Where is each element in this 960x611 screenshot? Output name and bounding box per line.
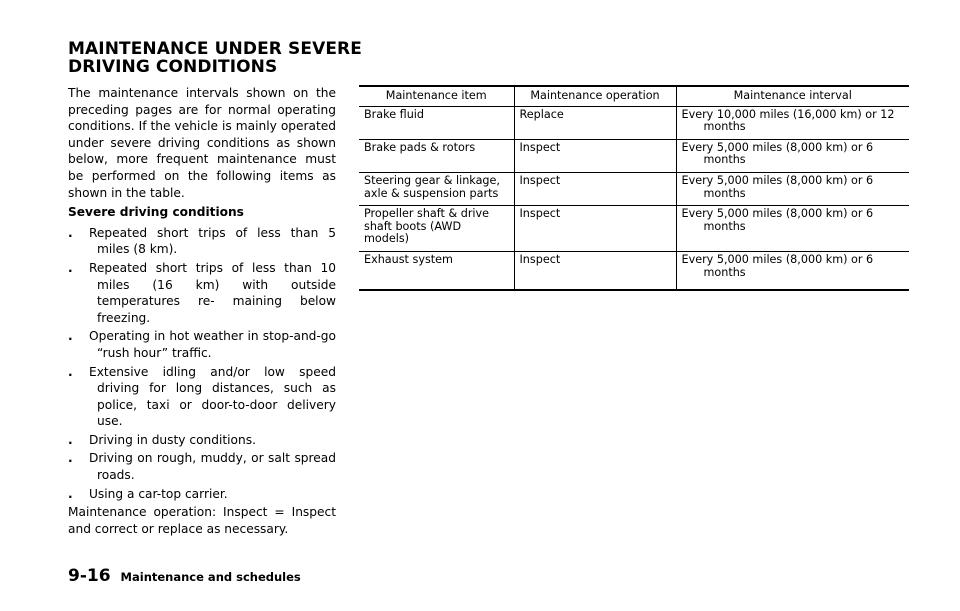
table-row <box>359 139 909 172</box>
cell-interval: Every 5,000 miles (8,000 km) or 6 months <box>681 252 874 279</box>
severe-conditions-list <box>68 225 336 503</box>
cell-item: Exhaust system <box>359 251 514 290</box>
cell-operation: Inspect <box>514 206 676 252</box>
column-header-operation: Maintenance operation <box>514 86 676 106</box>
list-item: . Operating in hot weather in stop-and-go “rush hour” traffic. <box>68 329 336 360</box>
cell-operation: Replace <box>514 106 676 139</box>
section-heading <box>68 40 368 76</box>
cell-operation: Inspect <box>514 251 676 290</box>
section-title: Maintenance and schedules <box>120 570 301 584</box>
list-item: . Repeated short trips of less than 10 miles (16 km) with outside temperatures re- maining below freezing. <box>68 260 336 325</box>
cell-interval: Every 10,000 miles (16,000 km) or 12 months <box>676 106 909 139</box>
table-row <box>359 206 909 252</box>
cell-interval: Every 5,000 miles (8,000 km) or 6 months <box>676 172 909 205</box>
body-text-column <box>68 85 336 537</box>
bullet-glyph: . <box>68 329 73 344</box>
cell-item: Steering gear & linkage, axle & suspension parts <box>359 172 514 205</box>
list-item: . Extensive idling and/or low speed driving for long distances, such as police, taxi or door-to-door delivery use. <box>68 364 336 429</box>
bullet-glyph: . <box>68 364 73 379</box>
cell-operation: Inspect <box>514 172 676 205</box>
cell-interval: Every 5,000 miles (8,000 km) or 6 months <box>676 139 909 172</box>
cell-item: Brake fluid <box>359 106 514 139</box>
maintenance-table <box>359 85 909 291</box>
bullet-glyph: . <box>68 451 73 466</box>
cell-item: Brake pads & rotors <box>359 139 514 172</box>
heading-line-1: MAINTENANCE UNDER SEVERE <box>68 39 362 59</box>
column-header-interval: Maintenance interval <box>676 86 909 106</box>
page-number: 9-16 <box>68 566 111 586</box>
list-item: . Repeated short trips of less than 5 miles (8 km). <box>68 225 336 257</box>
list-item: . Driving on rough, muddy, or salt spread roads. <box>68 451 336 483</box>
cell-operation: Inspect <box>514 139 676 172</box>
column-header-item: Maintenance item <box>359 86 514 106</box>
bullet-glyph: . <box>68 225 73 240</box>
list-item: . Driving in dusty conditions. <box>68 432 256 447</box>
table-row <box>359 172 909 205</box>
cell-item: Propeller shaft & drive shaft boots (AWD models) <box>359 206 514 252</box>
conditions-subheading: Severe driving conditions <box>68 205 244 220</box>
page-footer <box>68 566 301 586</box>
maintenance-operation-note: Maintenance operation: Inspect = Inspect and correct or replace as necessary. <box>68 505 336 536</box>
table-row <box>359 251 909 290</box>
heading-line-2: DRIVING CONDITIONS <box>68 57 278 77</box>
bullet-glyph: . <box>68 432 73 447</box>
bullet-glyph: . <box>68 260 73 275</box>
cell-interval: Every 5,000 miles (8,000 km) or 6 months <box>676 206 909 252</box>
bullet-glyph: . <box>68 486 73 501</box>
list-item: . Using a car-top carrier. <box>68 486 228 501</box>
intro-paragraph: The maintenance intervals shown on the preceding pages are for normal operating conditions. If the vehicle is mainly operated under severe driving conditions as shown below, more frequent maintenance must be performed on the following items as shown in the table. <box>68 86 336 200</box>
table-header-row <box>359 86 909 106</box>
table-row <box>359 106 909 139</box>
